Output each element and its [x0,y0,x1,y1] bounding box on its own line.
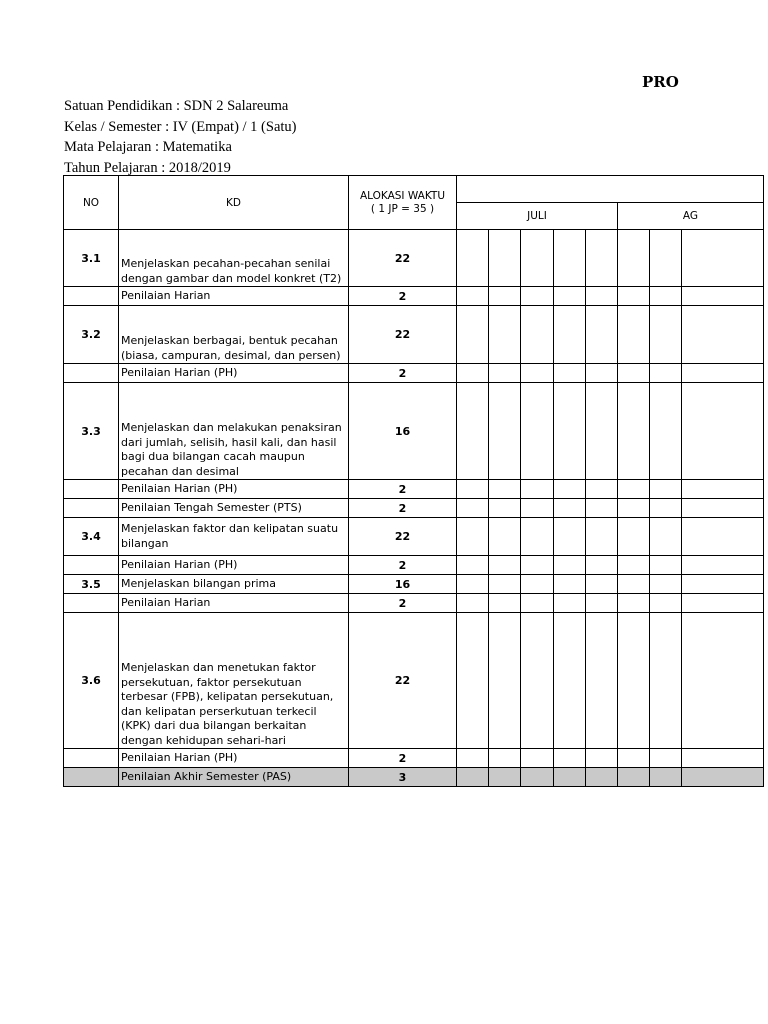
table-body [64,230,764,787]
week-cell [489,306,521,364]
cell-no [64,364,119,383]
week-cell [586,306,618,364]
week-cell [521,383,554,480]
week-cell [554,749,586,768]
cell-kd: Penilaian Harian (PH) [119,749,349,768]
cell-kd: Penilaian Harian [119,594,349,613]
cell-kd: Menjelaskan dan melakukan penaksiran dari jumlah, selisih, hasil kali, dan hasil bagi dua bilangan cacah maupun pecahan dan desimal [119,383,349,480]
week-cell [586,230,618,287]
week-cell [586,287,618,306]
week-cell [554,575,586,594]
table-row [64,287,764,306]
week-cell [521,518,554,556]
week-cell [586,480,618,499]
week-cell [682,383,764,480]
week-cell [457,575,489,594]
cell-alokasi-waktu: 2 [349,594,457,613]
week-cell [682,499,764,518]
table-row [64,768,764,787]
week-cell [521,749,554,768]
week-cell [650,287,682,306]
week-cell [521,230,554,287]
week-cell [650,575,682,594]
table-row [64,306,764,364]
cell-no: 3.2 [64,306,119,364]
cell-kd: Penilaian Harian (PH) [119,556,349,575]
week-cell [586,749,618,768]
cell-kd: Penilaian Akhir Semester (PAS) [119,768,349,787]
cell-alokasi-waktu: 16 [349,383,457,480]
week-cell [489,518,521,556]
cell-alokasi-waktu: 2 [349,556,457,575]
week-cell [489,364,521,383]
header-month-agustus: AG [618,203,764,230]
week-cell [457,306,489,364]
week-cell [554,480,586,499]
week-cell [682,768,764,787]
cell-alokasi-waktu: 22 [349,306,457,364]
week-cell [586,556,618,575]
week-cell [682,287,764,306]
cell-no [64,480,119,499]
week-cell [682,306,764,364]
week-cell [554,556,586,575]
cell-no [64,749,119,768]
week-cell [586,383,618,480]
week-cell [618,768,650,787]
cell-alokasi-waktu: 22 [349,613,457,749]
cell-alokasi-waktu: 2 [349,287,457,306]
week-cell [489,594,521,613]
week-cell [521,287,554,306]
week-cell [457,556,489,575]
week-cell [521,556,554,575]
week-cell [489,556,521,575]
week-cell [618,749,650,768]
week-cell [682,749,764,768]
week-cell [554,230,586,287]
week-cell [554,499,586,518]
table-row [64,480,764,499]
week-cell [650,480,682,499]
week-cell [650,613,682,749]
week-cell [554,383,586,480]
week-cell [457,499,489,518]
week-cell [586,364,618,383]
week-cell [586,575,618,594]
week-cell [489,749,521,768]
week-cell [554,287,586,306]
week-cell [650,556,682,575]
week-cell [521,306,554,364]
week-cell [554,613,586,749]
cell-no [64,556,119,575]
week-cell [650,768,682,787]
week-cell [618,575,650,594]
cell-kd: Penilaian Harian [119,287,349,306]
week-cell [618,230,650,287]
week-cell [618,556,650,575]
week-cell [554,518,586,556]
week-cell [618,306,650,364]
week-cell [554,364,586,383]
week-cell [554,594,586,613]
week-cell [650,499,682,518]
week-cell [618,480,650,499]
table-row [64,575,764,594]
week-cell [618,594,650,613]
header-months-group [457,176,764,203]
week-cell [521,575,554,594]
week-cell [489,768,521,787]
cell-no [64,287,119,306]
cell-alokasi-waktu: 16 [349,575,457,594]
week-cell [489,613,521,749]
week-cell [489,230,521,287]
table-row [64,364,764,383]
cell-kd: Menjelaskan berbagai, bentuk pecahan (biasa, campuran, desimal, dan persen) [119,306,349,364]
week-cell [586,499,618,518]
week-cell [457,594,489,613]
week-cell [682,575,764,594]
week-cell [457,287,489,306]
cell-kd: Menjelaskan dan menetukan faktor persekutuan, faktor persekutuan terbesar (FPB), kelipatan persekutuan, dan kelipatan perserkutuan terkecil (KPK) dari dua bilangan berkaitan dengan kehidupan sehari-hari [119,613,349,749]
header-no: NO [64,176,119,230]
cell-no: 3.5 [64,575,119,594]
week-cell [650,594,682,613]
cell-kd: Menjelaskan pecahan-pecahan senilai dengan gambar dan model konkret (T2) [119,230,349,287]
week-cell [618,613,650,749]
week-cell [521,499,554,518]
week-cell [650,749,682,768]
week-cell [682,556,764,575]
cell-no: 3.3 [64,383,119,480]
week-cell [489,499,521,518]
week-cell [682,364,764,383]
cell-alokasi-waktu: 22 [349,518,457,556]
document-meta [64,96,296,178]
week-cell [554,768,586,787]
cell-no: 3.6 [64,613,119,749]
week-cell [682,518,764,556]
week-cell [650,230,682,287]
cell-kd: Penilaian Harian (PH) [119,480,349,499]
table-row [64,749,764,768]
header-month-juli: JULI [457,203,618,230]
table-row [64,594,764,613]
week-cell [521,768,554,787]
week-cell [618,287,650,306]
cell-no [64,594,119,613]
header-kd: KD [119,176,349,230]
week-cell [457,480,489,499]
table-row [64,613,764,749]
cell-alokasi-waktu: 2 [349,499,457,518]
week-cell [489,480,521,499]
cell-no [64,499,119,518]
week-cell [586,594,618,613]
cell-alokasi-waktu: 2 [349,749,457,768]
cell-alokasi-waktu: 2 [349,480,457,499]
table-row [64,230,764,287]
meta-kelas-semester: Kelas / Semester : IV (Empat) / 1 (Satu) [64,118,297,135]
week-cell [618,518,650,556]
week-cell [618,383,650,480]
header-alokasi-line2: ( 1 JP = 35 ) [370,202,435,215]
week-cell [457,364,489,383]
table-row [64,556,764,575]
week-cell [521,613,554,749]
week-cell [586,518,618,556]
cell-kd: Penilaian Harian (PH) [119,364,349,383]
table-row [64,499,764,518]
week-cell [489,575,521,594]
cell-alokasi-waktu: 3 [349,768,457,787]
week-cell [586,613,618,749]
meta-mata-pelajaran: Mata Pelajaran : Matematika [64,139,232,155]
week-cell [457,518,489,556]
week-cell [457,230,489,287]
week-cell [489,383,521,480]
week-cell [457,383,489,480]
table-row [64,383,764,480]
table-row [64,518,764,556]
week-cell [457,749,489,768]
cell-no: 3.4 [64,518,119,556]
week-cell [554,306,586,364]
week-cell [650,518,682,556]
meta-satuan-pendidikan: Satuan Pendidikan : SDN 2 Salareuma [64,98,289,114]
week-cell [682,613,764,749]
cell-alokasi-waktu: 2 [349,364,457,383]
week-cell [521,364,554,383]
week-cell [682,480,764,499]
program-table-container [63,175,699,795]
header-alokasi-line1: ALOKASI WAKTU [359,189,446,202]
page-title: PRO [642,73,679,91]
week-cell [650,383,682,480]
program-table [63,175,764,787]
cell-kd: Menjelaskan faktor dan kelipatan suatu bilangan [119,518,349,556]
week-cell [586,768,618,787]
header-alokasi-waktu [349,176,457,230]
week-cell [521,480,554,499]
week-cell [457,613,489,749]
week-cell [521,594,554,613]
week-cell [650,306,682,364]
week-cell [650,364,682,383]
cell-alokasi-waktu: 22 [349,230,457,287]
week-cell [489,287,521,306]
cell-no [64,768,119,787]
week-cell [618,364,650,383]
week-cell [618,499,650,518]
cell-kd: Penilaian Tengah Semester (PTS) [119,499,349,518]
cell-kd: Menjelaskan bilangan prima [119,575,349,594]
cell-no: 3.1 [64,230,119,287]
meta-tahun-pelajaran: Tahun Pelajaran : 2018/2019 [64,159,231,176]
week-cell [682,594,764,613]
week-cell [682,230,764,287]
week-cell [457,768,489,787]
